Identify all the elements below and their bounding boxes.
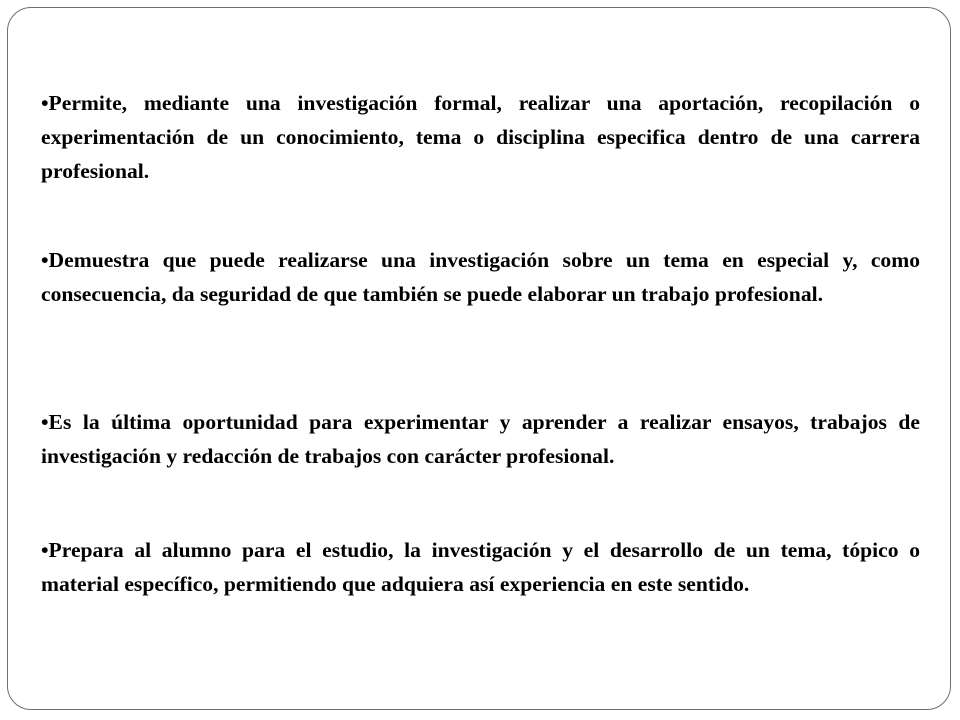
bullet-item-2: •Demuestra que puede realizarse una investigación sobre un tema en especial y, como consecuencia, da seguridad de que también se puede elaborar un trabajo profesional. bbox=[41, 248, 920, 306]
slide-frame bbox=[7, 7, 951, 710]
bullet-item-4: •Prepara al alumno para el estudio, la investigación y el desarrollo de un tema, tópico o material específico, permitiendo que adquiera así experiencia en este sentido. bbox=[41, 538, 920, 596]
bullet-item-3: •Es la última oportunidad para experimentar y aprender a realizar ensayos, trabajos de investigación y redacción de trabajos con carácter profesional. bbox=[41, 410, 920, 468]
bullet-item-1: •Permite, mediante una investigación formal, realizar una aportación, recopilación o experimentación de un conocimiento, tema o disciplina especifica dentro de una carrera profesional. bbox=[41, 91, 920, 183]
